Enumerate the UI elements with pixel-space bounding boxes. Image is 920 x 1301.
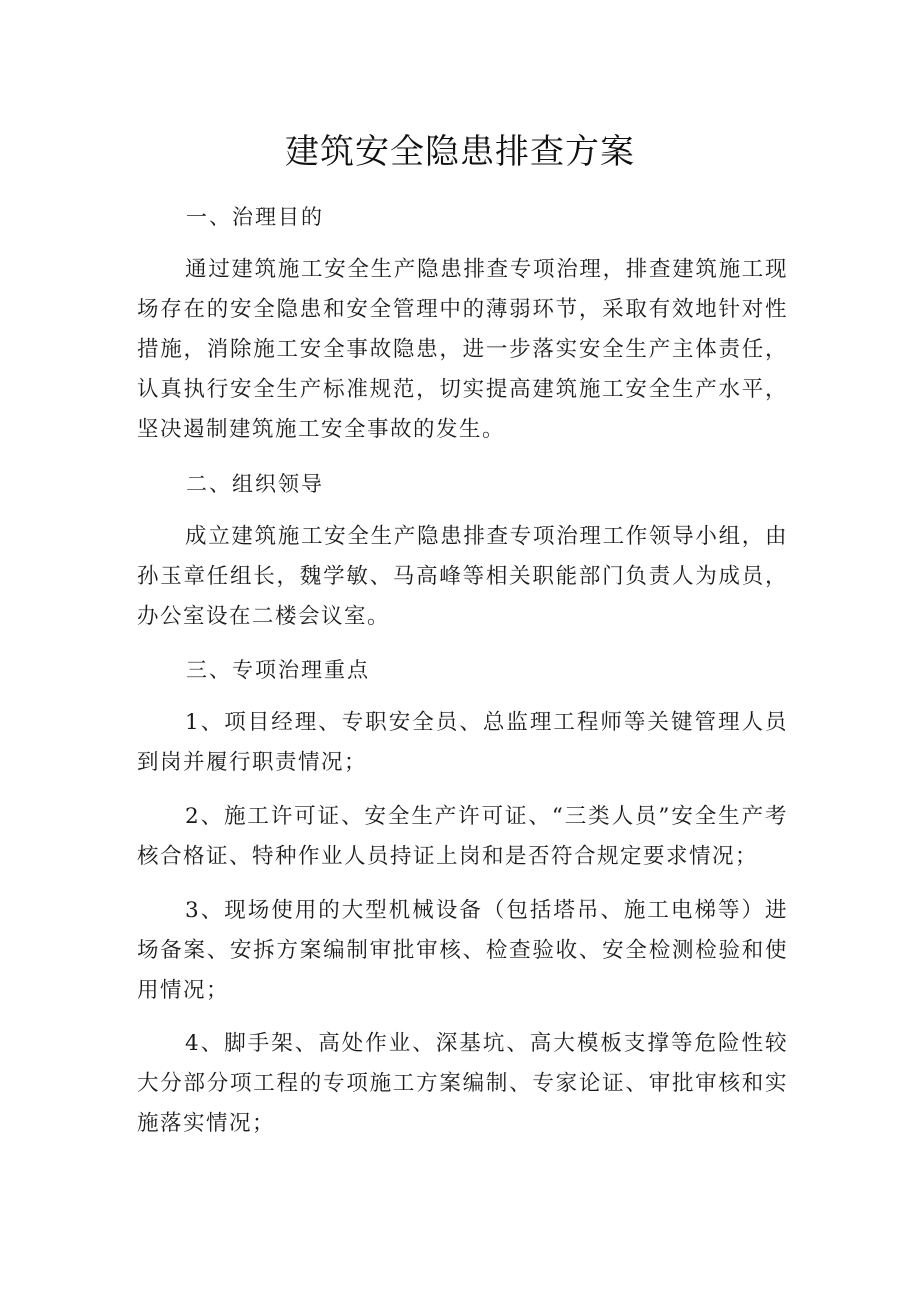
section-heading-purpose: 一、治理目的 <box>186 205 324 229</box>
key-point-item-4: 4、脚手架、高处作业、深基坑、高大模板支撑等危险性较大分部分项工程的专项施工方案编制、专家论证、审批审核和实施落实情况； <box>137 1031 788 1136</box>
section-paragraph-organization: 成立建筑施工安全生产隐患排查专项治理工作领导小组，由孙玉章任组长，魏学敏、马高峰等相关职能部门负责人为成员，办公室设在二楼会议室。 <box>137 524 788 629</box>
document-title: 建筑安全隐患排查方案 <box>285 132 635 172</box>
section-heading-organization: 二、组织领导 <box>186 472 324 496</box>
key-point-item-1: 1、项目经理、专职安全员、总监理工程师等关键管理人员到岗并履行职责情况； <box>137 710 788 775</box>
section-paragraph-purpose: 通过建筑施工安全生产隐患排查专项治理，排查建筑施工现场存在的安全隐患和安全管理中的薄弱环节，采取有效地针对性措施，消除施工安全事故隐患，进一步落实安全生产主体责任，认真执行安全生产标准规范，切实提高建筑施工安全生产水平，坚决遏制建筑施工安全事故的发生。 <box>137 257 788 442</box>
key-point-item-3: 3、现场使用的大型机械设备（包括塔吊、施工电梯等）进场备案、安拆方案编制审批审核、检查验收、安全检测检验和使用情况； <box>137 898 788 1003</box>
key-point-item-2: 2、施工许可证、安全生产许可证、“三类人员”安全生产考核合格证、特种作业人员持证上岗和是否符合规定要求情况； <box>137 804 788 869</box>
section-heading-key-points: 三、专项治理重点 <box>186 658 370 682</box>
